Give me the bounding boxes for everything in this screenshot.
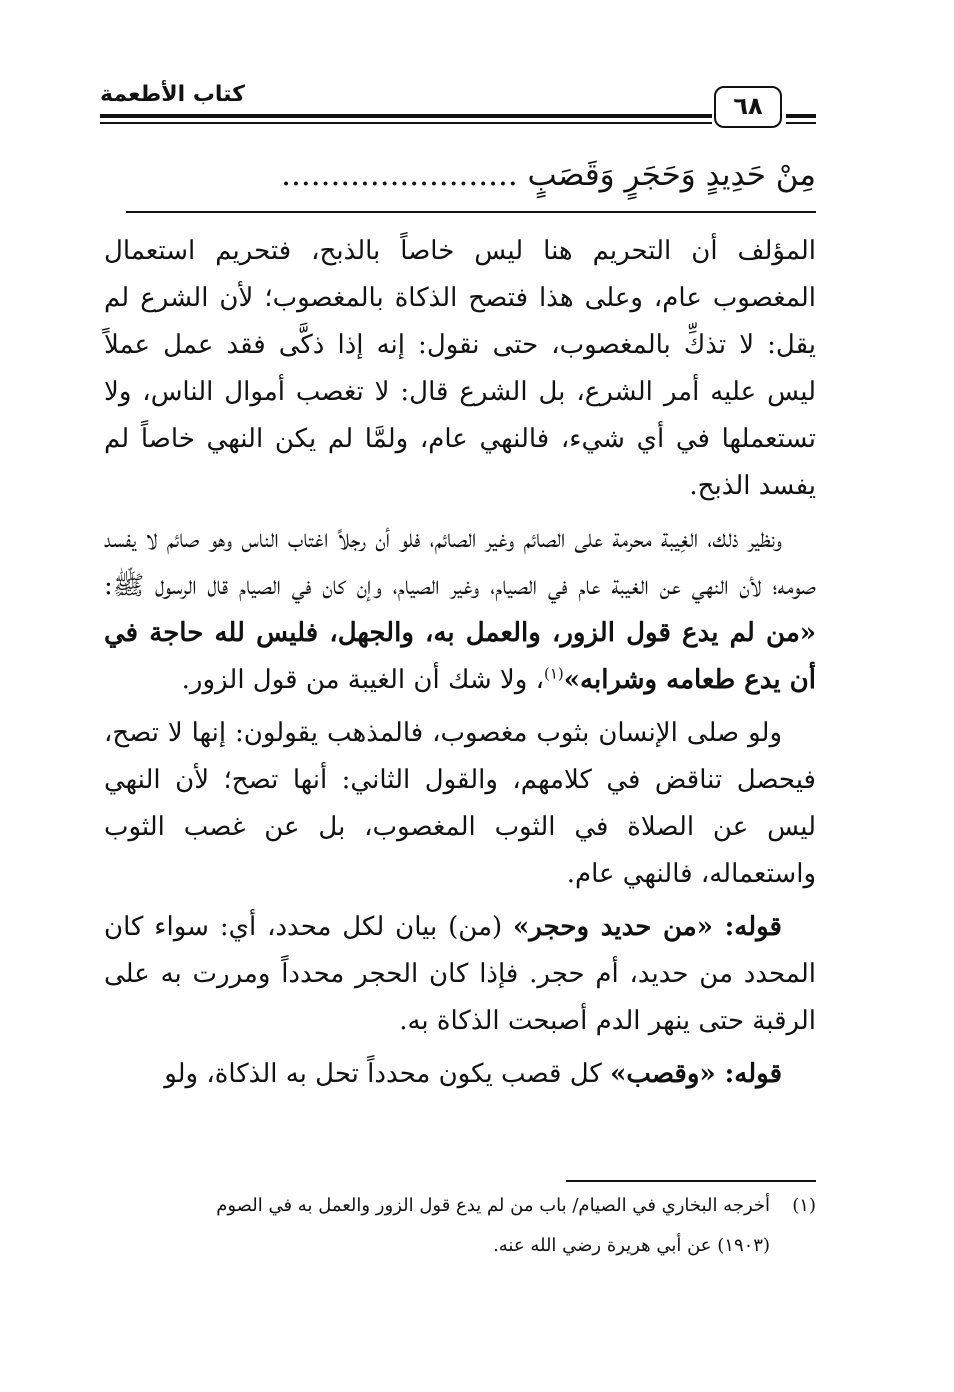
- header-rule-thin: [100, 122, 712, 124]
- paragraph-4: [104, 904, 816, 1045]
- commentary-body: [104, 228, 816, 1104]
- paragraph-2-end: ، ولا شك أن الغيبة من قول الزور.: [181, 665, 544, 695]
- verse-dots: ........................: [281, 157, 518, 193]
- header-rule-right-thin: [786, 122, 816, 124]
- hadith-quote: «من لم يدع قول الزور، والعمل به، والجهل، فليس لله حاجة في أن يدع طعامه وشرابه»: [104, 618, 816, 695]
- footnote-line-1: أخرجه البخاري في الصيام/ باب من لم يدع قول الزور والعمل به في الصوم: [216, 1195, 770, 1216]
- header-rule-right-thick: [786, 114, 816, 118]
- verse-text: مِنْ حَدِيدٍ وَحَجَرٍ وَقَصَبٍ: [527, 157, 816, 193]
- paragraph-2-start: ونظير ذلك، الغِيبة محرمة على الصائم وغير الصائم، فلو أن رجلاً اغتاب الناس وهو صائم لا يفسد صومه؛ لأن النهي عن الغيبة عام في الصيام، وغير الصيام، وإن كان في الصيام قال الرسول ﷺ:: [104, 524, 816, 601]
- paragraph-5-text: كل قصب يكون محدداً تحل به الذكاة، ولو: [164, 1059, 611, 1089]
- page-number: ٦٨: [714, 86, 782, 128]
- footnote-line-2: (١٩٠٣) عن أبي هريرة رضي الله عنه.: [493, 1235, 770, 1256]
- paragraph-4-text: (من) بيان لكل محدد، أي: سواء كان المحدد من حديد، أم حجر. فإذا كان الحجر محدداً ومررت به على الرقبة حتى ينهر الدم أصبحت الذكاة به.: [104, 912, 816, 1036]
- paragraph-4-label: قوله: «من حديد وحجر»: [513, 912, 782, 942]
- paragraph-3: ولو صلى الإنسان بثوب مغصوب، فالمذهب يقولون: إنها لا تصح، فيحصل تناقض في كلامهم، والقول الثاني: أنها تصح؛ لأن النهي ليس عن الصلاة في الثوب المغصوب، بل عن غصب الثوب واستعماله، فالنهي عام.: [104, 718, 816, 889]
- matn-verse-line: [100, 150, 816, 200]
- paragraph-2: [104, 516, 816, 704]
- paragraph-1: المؤلف أن التحريم هنا ليس خاصاً بالذبح، فتحريم استعمال المغصوب عام، وعلى هذا فتصح الذكاة بالمغصوب؛ لأن الشرع لم يقل: لا تذكِّ بالمغصوب، حتى نقول: إنه إذا ذكَّى فقد عمل عملاً ليس عليه أمر الشرع، بل الشرع قال: لا تغصب أموال الناس، ولا تستعملها في أي شيء، فالنهي عام، ولمَّا لم يكن النهي خاصاً لم يفسد الذبح.: [104, 236, 816, 501]
- verse-divider: [126, 211, 816, 213]
- footnote-divider: [566, 1180, 816, 1182]
- header-rule-thick: [100, 114, 712, 118]
- footnote-ref: (١): [543, 664, 564, 683]
- paragraph-5-label: قوله: «وقصب»: [610, 1059, 782, 1089]
- footnote: [104, 1186, 816, 1266]
- paragraph-5: [104, 1051, 816, 1098]
- running-header-title: كتاب الأطعمة: [100, 82, 245, 107]
- footnote-marker: (١): [792, 1195, 816, 1216]
